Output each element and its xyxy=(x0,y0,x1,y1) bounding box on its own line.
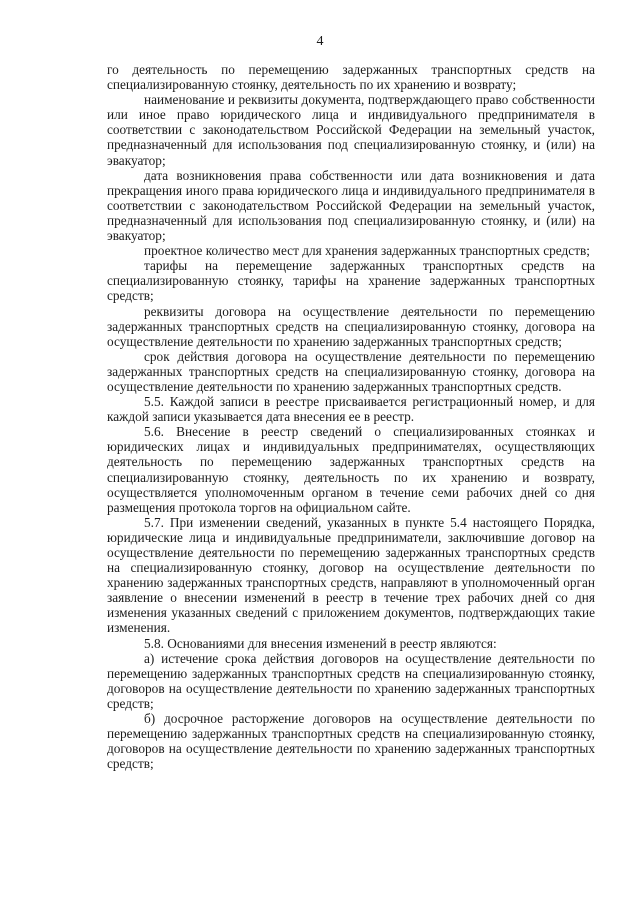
paragraph-continuation: го деятельность по перемещению задержанных транспортных средств на специализированную стоянку, деятельность по их хранению и возврату; xyxy=(107,62,595,93)
paragraph-tariffs: тарифы на перемещение задержанных транспортных средств на специализированную стоянку, тарифы на хранение задержанных транспортных средств; xyxy=(107,258,595,304)
paragraph-5-8-a: а) истечение срока действия договоров на осуществление деятельности по перемещению задержанных транспортных средств на специализированную стоянку, договоров на осуществление деятельности по хранению задержанных транспортных средств; xyxy=(107,650,595,711)
paragraph-contract-details: реквизиты договора на осуществление деятельности по перемещению задержанных транспортных средств на специализированную стоянку, договора на осуществление деятельности по хранению задержанных транспортных средств; xyxy=(107,303,595,349)
page-number: 4 xyxy=(316,34,324,49)
paragraph-5-6: 5.6. Внесение в реестр сведений о специализированных стоянках и юридических лицах и индивидуальных предпринимателях, осуществляющих деятельность по перемещению задержанных транспортных средств на специализированную стоянку, деятельность по их хранению и возврату, осуществляется уполномоченным органом в течение семи рабочих дней со дня размещения протокола торгов на официальном сайте. xyxy=(107,424,595,515)
paragraph-5-5: 5.5. Каждой записи в реестре присваивается регистрационный номер, и для каждой записи указывается дата внесения ее в реестр. xyxy=(107,394,595,425)
paragraph-5-8-b: б) досрочное расторжение договоров на осуществление деятельности по перемещению задержанных транспортных средств на специализированную стоянку, договоров на осуществление деятельности по хранению задержанных транспортных средств; xyxy=(107,711,595,772)
paragraph-5-7: 5.7. При изменении сведений, указанных в пункте 5.4 настоящего Порядка, юридические лица и индивидуальные предприниматели, заключившие договор на осуществление деятельности по перемещению задержанных транспортных средств на специализированную стоянку, договор на осуществление деятельности по хранению задержанных транспортных средств, направляют в уполномоченный орган заявление о внесении изменений в реестр в течение трех рабочих дней со дня изменения указанных сведений с приложением документов, подтверждающих такие изменения. xyxy=(107,514,595,636)
paragraph-project-capacity: проектное количество мест для хранения задержанных транспортных средств; xyxy=(144,243,590,259)
document-body xyxy=(107,62,595,771)
paragraph-5-8: 5.8. Основаниями для внесения изменений в реестр являются: xyxy=(144,635,497,651)
paragraph-document-details: наименование и реквизиты документа, подтверждающего право собственности или иное право юридического лица и индивидуального предпринимателя в соответствии с законодательством Российской Федерации на земельный участок, предназначенный для использования под специализированную стоянку, и (или) на эвакуатор; xyxy=(107,92,595,168)
paragraph-contract-term: срок действия договора на осуществление деятельности по перемещению задержанных транспортных средств на специализированную стоянку, договора на осуществление деятельности по хранению задержанных транспортных средств. xyxy=(107,348,595,394)
paragraph-right-dates: дата возникновения права собственности или дата возникновения и дата прекращения иного права юридического лица и индивидуального предпринимателя в соответствии с законодательством Российской Федерации на земельный участок, предназначенный для использования под специализированную стоянку, и (или) на эвакуатор; xyxy=(107,167,595,244)
